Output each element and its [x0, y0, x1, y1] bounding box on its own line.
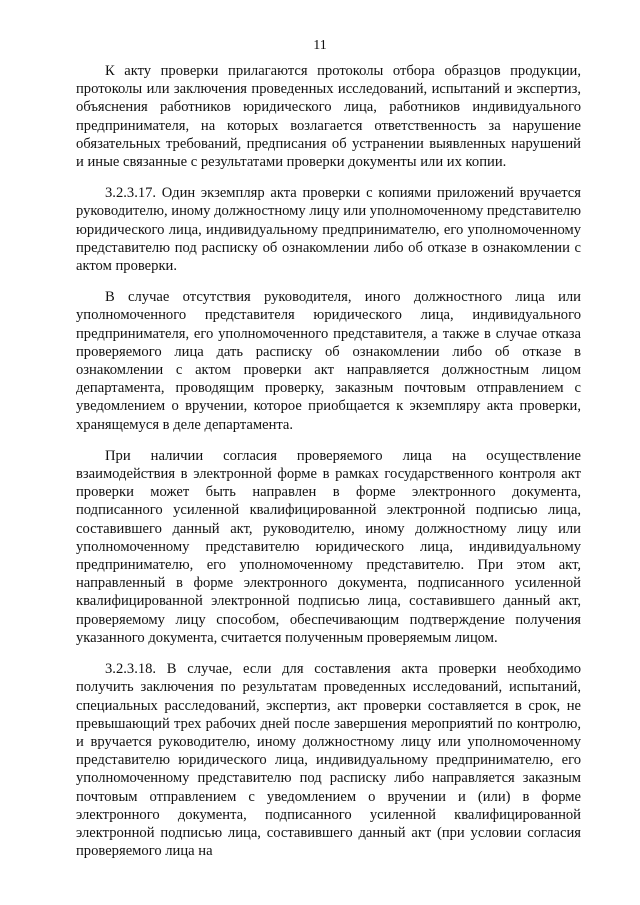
- paragraph-absence-case: В случае отсутствия руководителя, иного должностного лица или уполномоченного представителя юридического лица, индивидуального предпринимателя, его уполномоченного представителя, а также в случае отказа проверяемого лица дать расписку об ознакомлении либо об отказе в ознакомлении с актом проверки акт направляется должностным лицом департамента, проводящим проверку, заказным почтовым отправлением с уведомлением о вручении, которое приобщается к экземпляру акта проверки, хранящемуся в деле департамента.: [76, 289, 581, 433]
- page-number: 11: [313, 38, 327, 53]
- document-body: [76, 62, 581, 873]
- paragraph-3-2-3-17: 3.2.3.17. Один экземпляр акта проверки с копиями приложений вручается руководителю, иному должностному лицу или уполномоченному представителю юридического лица, индивидуальному предпринимателю, его уполномоченному представителю под расписку об ознакомлении либо об отказе в ознакомлении с актом проверки.: [76, 185, 581, 275]
- paragraph-electronic-form: При наличии согласия проверяемого лица на осуществление взаимодействия в электронной форме в рамках государственного контроля акт проверки может быть направлен в форме электронного документа, подписанного усиленной квалифицированной электронной подписью лица, составившего данный акт, руководителю, иному должностному лицу или уполномоченному представителю юридического лица, индивидуальному предпринимателю, его уполномоченному представителю. При этом акт, направленный в форме электронного документа, подписанного усиленной квалифицированной электронной подписью лица, составившего данный акт, проверяемому лицу способом, обеспечивающим подтверждение получения указанного документа, считается полученным проверяемым лицом.: [76, 447, 581, 646]
- paragraph-3-2-3-18: 3.2.3.18. В случае, если для составления акта проверки необходимо получить заключения по результатам проведенных исследований, испытаний, специальных расследований, экспертиз, акт проверки составляется в срок, не превышающий трех рабочих дней после завершения мероприятий по контролю, и вручается руководителю, иному должностному лицу или уполномоченному представителю юридического лица, индивидуальному предпринимателю, его уполномоченному представителю под расписку либо направляется заказным почтовым отправлением с уведомлением о вручении и (или) в форме электронного документа, подписанного усиленной квалифицированной электронной подписью лица, составившего данный акт (при условии согласия проверяемого лица на: [76, 661, 581, 860]
- paragraph-attachments: К акту проверки прилагаются протоколы отбора образцов продукции, протоколы или заключения проведенных исследований, испытаний и экспертиз, объяснения работников юридического лица, работников индивидуального предпринимателя, на которых возлагается ответственность за нарушение обязательных требований, предписания об устранении выявленных нарушений и иные связанные с результатами проверки документы или их копии.: [76, 63, 581, 171]
